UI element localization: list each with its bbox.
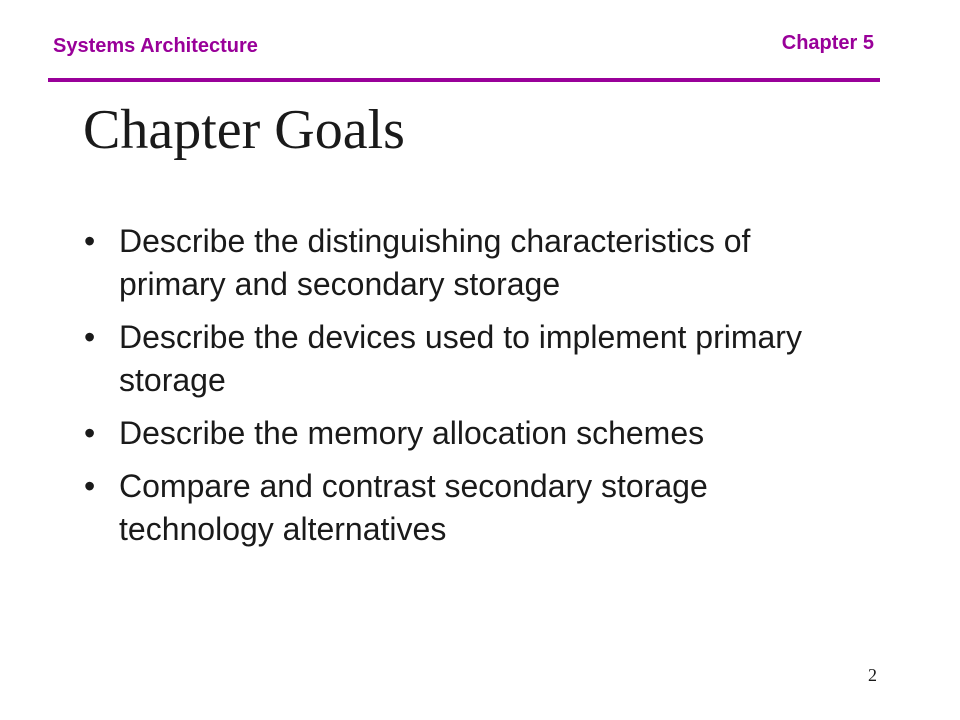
bullet-icon: • [84,223,96,259]
header-divider [48,78,880,82]
page-number: 2 [868,665,877,685]
bullet-text: Describe the devices used to implement primary storage [119,319,802,398]
bullet-item-1 [84,220,864,306]
bullet-list [84,220,864,561]
bullet-icon: • [84,415,96,451]
chapter-label: Chapter 5 [781,32,874,54]
course-title: Systems Architecture [53,35,258,57]
bullet-text: Describe the memory allocation schemes [119,415,705,451]
bullet-item-4 [84,465,864,551]
slide-title: Chapter Goals [83,99,405,161]
bullet-item-3 [84,412,864,455]
bullet-item-2 [84,316,864,402]
bullet-icon: • [84,468,96,504]
bullet-icon: • [84,319,96,355]
bullet-text: Compare and contrast secondary storage technology alternatives [119,468,708,547]
bullet-text: Describe the distinguishing characteristics of primary and secondary storage [119,223,751,302]
